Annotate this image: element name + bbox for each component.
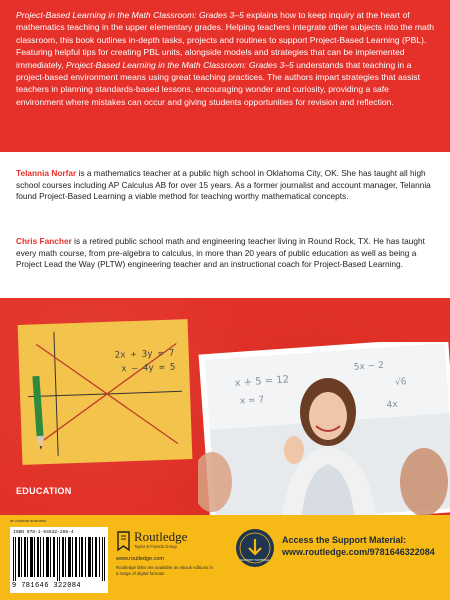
author-name: Chris Fancher [16,236,72,246]
author-bio-norfar [16,168,434,203]
blurb-book-title: Project-Based Learning in the Math Classroom: Grades 3–5 [16,10,244,20]
imprint-text: an informa business [10,518,46,523]
ebook-note: Routledge titles are available as eBook editions in a range of digital formats [116,565,213,576]
support-title: Access the Support Material: [282,535,407,545]
isbn-label: ISBN 978-1-64632-208-4 [13,530,74,535]
barcode-bars [13,537,105,581]
category-label: EDUCATION [16,486,72,496]
board-formula-3: 5x − 2 [353,360,385,373]
board-formula-1: x + 5 = 12 [234,374,290,390]
publisher-subtitle: Taylor & Francis Group [134,544,177,549]
author-bio-fancher [16,236,434,271]
support-url[interactable]: www.routledge.com/9781646322084 [282,547,435,557]
routledge-logo-icon [116,530,131,552]
author-bio-text: is a mathematics teacher at a public high school in Oklahoma City, OK. She has taught all high school courses including AP Calculus AB for over 15 years. As a former journalist and account manager, Telannia found Project-Based Learning a viable method for teaching worthy mathematical concepts. [16,168,431,202]
support-material-badge-icon [234,527,276,569]
back-cover-blurb [0,0,450,152]
barcode-digits: 9 781646 322084 [12,582,82,590]
blurb-paragraph [0,0,450,108]
blurb-book-title-2: Project-Based Learning in the Math Classroom: Grades 3–5 [65,59,294,70]
teacher-photo [198,342,450,515]
note-equation-1: 2x + 3y = 7 [114,348,175,361]
cover-footer [0,515,450,600]
blurb-text-2: understands that teaching in a project-based environment means using great teaching practices. The authors impart strategies that assist teachers in planning standards-based lessons, encouraging wonder and curiosity, providing a safe environment where mistakes can occur and giving students opportunities for revision and reflection. [16,59,420,107]
author-bio-text: is a retired public school math and engineering teacher living in Round Rock, TX. He has taught every math course, from pre-algebra to calculus, in more than 20 years of public education as well as being a Project Lead the Way (PLTW) engineering teacher and an instructional coach for Project-Based Learning. [16,236,425,270]
blurb-text: explains how to keep inquiry at the heart of mathematics teaching in the upper elementary grades. Helping teachers integrate other subjects into the math classroom, this book outlines in-depth tasks, projects and routines to support Project-Based Learning (PBL). Featuring helpful tips for creating PBL units, alongside models and strategies that can be implemented immediately, [16,10,434,70]
note-equation-2: x – 4y = 5 [121,362,176,375]
board-formula-2: x = 7 [239,395,265,407]
sticky-note-graph-illustration [16,318,194,466]
isbn-barcode [10,527,108,593]
publisher-block [116,529,226,585]
author-name: Telannia Norfar [16,168,77,178]
author-bios [0,152,450,298]
publisher-url: www.routledge.com [116,556,164,562]
board-formula-5: 4x [386,399,398,411]
publisher-name: Routledge [134,529,188,544]
badge-text: SUPPORT MATERIAL [240,558,270,562]
support-material-block [282,534,435,558]
cover-photo-area [0,298,450,515]
board-formula-4: √6 [394,377,407,388]
